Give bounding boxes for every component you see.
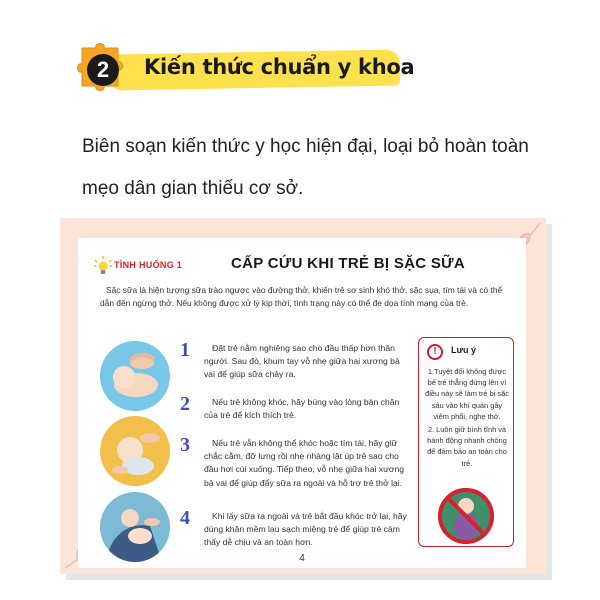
baby-back-blows-icon — [100, 492, 170, 562]
step-3 — [180, 434, 410, 490]
step-text: Nếu trẻ vẫn không thể khóc hoặc tím tái, hãy giữ chắc cằm, đỡ lưng rồi nhẹ nhàng lật úp trẻ sao cho đầu hơi cúi xuống. Tiếp theo, vỗ nhẹ giữa hai xương bả vai để giúp đẩy sữa ra ngoài và hỗ trợ trẻ thở lại. — [204, 438, 405, 488]
scenario-tag — [92, 256, 192, 276]
baby-side-lying-icon — [100, 341, 170, 411]
step-1-illustration — [100, 341, 170, 411]
page-sheet — [78, 238, 526, 568]
scenario-tag-label: TÌNH HUỐNG 1 — [114, 260, 183, 270]
section-number: 2 — [87, 54, 119, 86]
note-item: 2. Luôn giữ bình tĩnh và hành động nhanh chóng để đảm bảo an toàn cho trẻ. — [427, 425, 507, 468]
step-3-illustration — [100, 492, 170, 562]
step-number: 2 — [180, 393, 190, 415]
step-number: 4 — [180, 507, 190, 529]
step-1 — [180, 339, 410, 382]
note-item: 1.Tuyệt đối không được bế trẻ thẳng đứng lên vì điều này sẽ làm trẻ bị sặc sâu vào khí quản gây viêm phổi, nghẹ thở. — [425, 367, 509, 421]
lightbulb-icon — [94, 256, 112, 276]
warning-icon: ! — [427, 344, 443, 360]
intro-text: Biên soạn kiến thức y học hiện đại, loại bỏ hoàn toàn mẹo dân gian thiếu cơ sở. — [82, 136, 529, 199]
page-title: CẤP CỨU KHI TRẺ BỊ SẶC SỮA — [230, 255, 466, 272]
step-2 — [180, 393, 410, 422]
step-number: 1 — [180, 339, 190, 361]
step-text: Nếu trẻ không khóc, hãy búng vào lòng bàn chân của trẻ để kích thích trẻ. — [204, 397, 400, 421]
step-text: Đặt trẻ nằm nghiêng sao cho đầu thấp hơn thân người. Sau đó, khum tay vỗ nhẹ giữa hai xương bả vai để giúp sữa chảy ra. — [204, 343, 400, 380]
note-header — [425, 343, 509, 361]
section-title: Kiến thức chuẩn y khoa — [144, 55, 415, 79]
page-description: Sặc sữa là hiện tượng sữa trào ngược vào đường thở, khiến trẻ sơ sinh khó thở, sặc sụa, tím tái và có thể dẫn đến ngừng thở. Nếu không được xử lý kịp thời, tình trạng này có thể đe dọa tính mạng của trẻ. — [100, 285, 503, 308]
step-text: Khi lấy sữa ra ngoài và trẻ bắt đầu khóc trở lại, hãy dùng khăn mềm lau sạch miệng trẻ để giúp trẻ cảm thấy dễ chịu và an toàn hơn. — [204, 511, 407, 548]
step-4 — [180, 507, 410, 550]
step-number: 3 — [180, 434, 190, 456]
baby-foot-flick-icon — [100, 416, 170, 486]
note-box — [418, 337, 514, 547]
note-title: Lưu ý — [451, 345, 477, 355]
section-banner — [72, 40, 415, 100]
note-body — [425, 366, 509, 471]
page-number: 4 — [299, 553, 305, 564]
book-page-card — [60, 218, 546, 574]
step-2-illustration — [100, 416, 170, 486]
prohibited-icon — [436, 486, 496, 546]
